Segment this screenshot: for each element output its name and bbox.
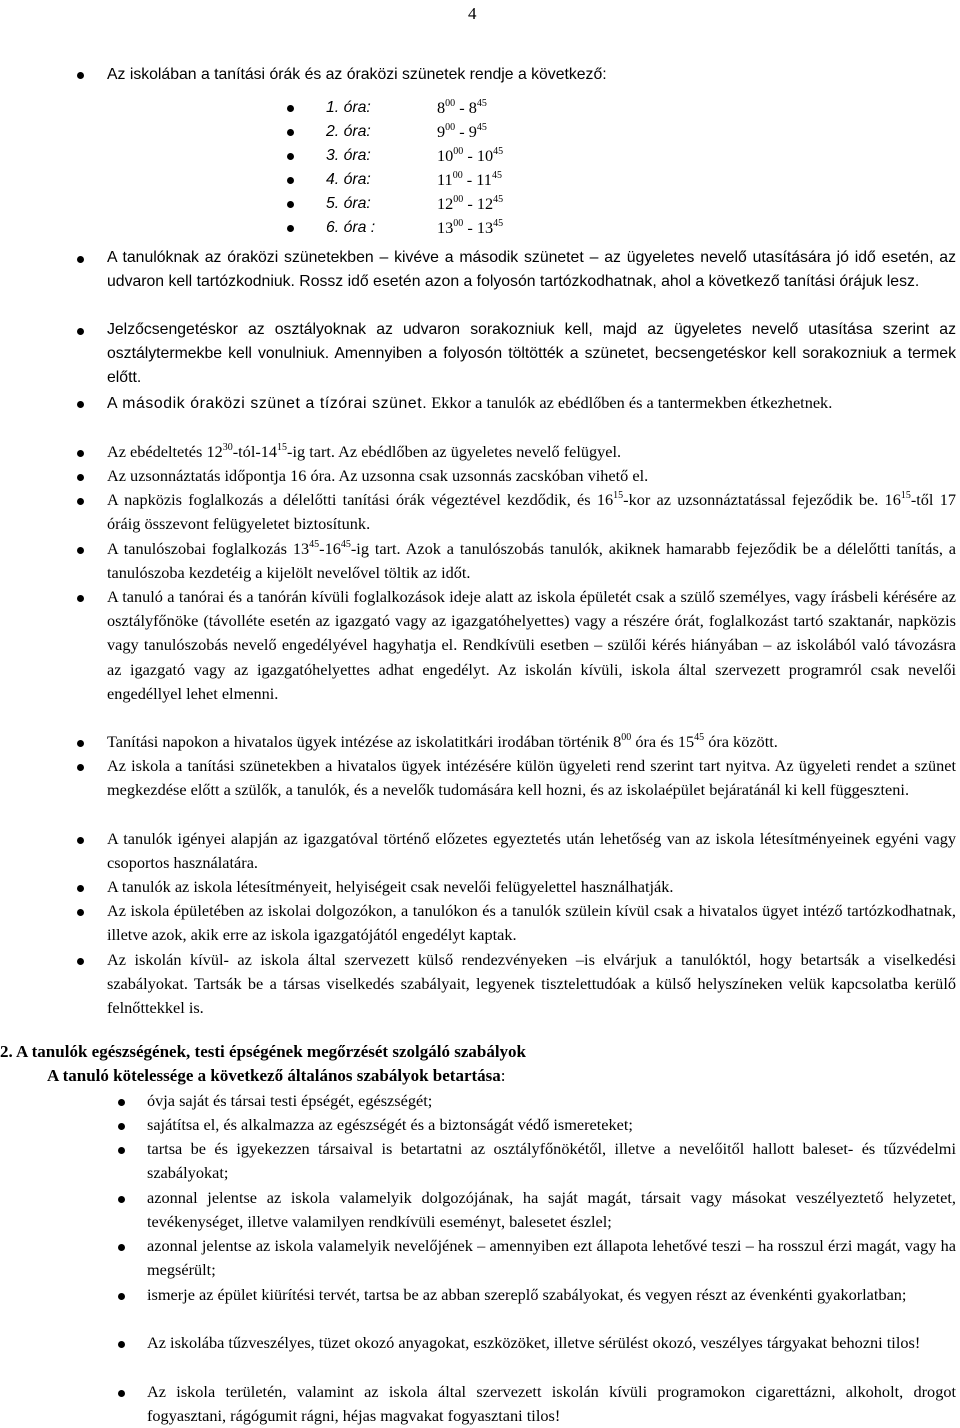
- rule-item: azonnal jelentse az iskola valamelyik nevelőjének – amennyiben ezt állapota lehetővé teszi – ha rosszul érzi magát, vagy ha megsérült;: [147, 1236, 956, 1280]
- schedule-label: 1. óra:: [326, 99, 371, 116]
- bullet: [287, 129, 294, 136]
- bullet: [77, 909, 84, 916]
- rule-item: óvja saját és társai testi épségét, egészségét;: [147, 1091, 433, 1110]
- rule-item: ismerje az épület kiürítési tervét, tartsa be az abban szereplő szabályokat, és vegyen részt az évenkénti gyakorlatban;: [147, 1285, 907, 1304]
- bullet: [77, 885, 84, 892]
- paragraph-breaks: A tanulóknak az óraközi szünetekben – kivéve a második szünetet – az ügyeletes nevelő utasítására jó idő esetén, az udvaron kell tartózkodniuk. Rossz idő esetén azon a folyosón tartózkodhatnak, ahol a következő tanítási órájuk lesz.: [107, 249, 956, 291]
- schedule-time: $11^{00} - 11^{45}$: [437, 170, 502, 189]
- bullet: [287, 153, 294, 160]
- paragraph-bell: Jelzőcsengetéskor az osztályoknak az udvaron sorakozniuk kell, majd az ügyeletes nevelő utasítása szerint az osztálytermekbe kell vonulniuk. Amennyiben a folyosón töltötték a szünetet, becsengetéskor kell sorakozniuk a termek előtt.: [107, 321, 956, 387]
- schedule-time: $9^{00} - 9^{45}$: [437, 122, 487, 141]
- paragraph-snack: Az uzsonnáztatás időpontja 16 óra. Az uzsonna csak uzsonnás zacskóban vihető el.: [107, 466, 649, 485]
- schedule-time: $10^{00} - 10^{45}$: [437, 146, 504, 165]
- schedule-time: $13^{00} - 13^{45}$: [437, 218, 504, 237]
- schedule-label: 6. óra :: [326, 219, 376, 236]
- bullet: [77, 595, 84, 602]
- schedule-label: 3. óra:: [326, 147, 371, 164]
- bullet: [118, 1244, 125, 1251]
- schedule-time: $8^{00} - 8^{45}$: [437, 98, 487, 117]
- bullet: [118, 1099, 125, 1106]
- bullet: [118, 1196, 125, 1203]
- paragraph-office: Tanítási napokon a hivatalos ügyek intézése az iskolatitkári irodában történik $8^{00}$ óra és $15^{45}$ óra között.: [107, 732, 778, 751]
- paragraph-leave: A tanuló a tanórai és a tanórán kívüli foglalkozások ideje alatt az iskola épületét csak a szülő személyes, vagy írásbeli kérésére az osztályfőnöke (távolléte esetén az igazgató vagy az igazgatóhelyettes) vagy a részére órát, foglalkozást tartó szaktanár, napközis vagy tanulószobás nevelő engedélyével hagyhatja el. Rendkívüli esetben – szülői kérés hiányában – az iskolából való távozásra az igazgató vagy az igazgatóhelyettes adhat engedélyt. Az iskolán kívüli, iskola által szervezett programról csak nevelői engedéllyel lehet elmenni.: [107, 587, 956, 703]
- second-break-a: A második óraközi szünet a tízórai szünet.: [107, 395, 428, 412]
- bullet: [77, 401, 84, 408]
- bullet: [118, 1293, 125, 1300]
- schedule-label: 2. óra:: [326, 123, 371, 140]
- paragraph-lunch: Az ebédeltetés $12^{30}-tól-14^{15}-ig$ tart. Az ebédlőben az ügyeletes nevelő felügyel.: [107, 442, 622, 461]
- bullet: [118, 1147, 125, 1154]
- bullet: [77, 72, 84, 79]
- second-break-b: Ekkor a tanulók az ebédlőben és a tantermekben étkezhetnek.: [431, 393, 833, 412]
- bullet: [118, 1390, 125, 1397]
- rule-item: Az iskola területén, valamint az iskola által szervezett iskolán kívüli programokon cigarettázni, alkoholt, drogot fogyasztani, rágógumit rágni, héjas magvakat fogyasztani tilos!: [147, 1382, 956, 1426]
- section-2-subtitle: A tanuló kötelessége a következő általános szabályok betartása:: [47, 1066, 506, 1085]
- rule-item: sajátítsa el, és alkalmazza az egészségét és a biztonságát védő ismereteket;: [147, 1115, 633, 1134]
- section-2-title: 2. A tanulók egészségének, testi épségének megőrzését szolgáló szabályok: [0, 1042, 526, 1061]
- bullet: [287, 201, 294, 208]
- bullet: [77, 740, 84, 747]
- page-number: 4: [468, 4, 477, 23]
- intro-text: Az iskolában a tanítási órák és az óraközi szünetek rendje a következő:: [107, 66, 607, 83]
- schedule-time: $12^{00} - 12^{45}$: [437, 194, 504, 213]
- paragraph-afternoon: A napközis foglalkozás a délelőtti tanítási órák végeztével kezdődik, és $16^{15}$-kor az uzsonnáztatással fejeződik be. $16^{15}$-től 17 óráig összevont felügyeletet biztosítunk.: [107, 490, 956, 534]
- bullet: [287, 177, 294, 184]
- paragraph-second-break: [107, 391, 956, 416]
- bullet: [77, 958, 84, 965]
- paragraph-visitors: Az iskola épületében az iskolai dolgozókon, a tanulókon és a tanulók szülein kívül csak a hivatalos ügyet intéző tartózkodhatnak, illetve azok, akik erre az iskola igazgatójától engedélyt kaptak.: [107, 901, 956, 945]
- bullet: [77, 328, 84, 335]
- schedule-label: 5. óra:: [326, 195, 371, 212]
- rule-item: Az iskolába tűzveszélyes, tüzet okozó anyagokat, eszközöket, illetve sérülést okozó, veszélyes tárgyakat behozni tilos!: [147, 1333, 921, 1352]
- rule-item: azonnal jelentse az iskola valamelyik dolgozójának, ha saját magát, társait vagy másokat veszélyeztető helyzetet, tevékenységet, illetve valamilyen rendkívüli eseményt, balesetet észlel;: [147, 1188, 956, 1232]
- bullet: [77, 764, 84, 771]
- bullet: [77, 837, 84, 844]
- bullet: [118, 1341, 125, 1348]
- paragraph-study: A tanulószobai foglalkozás $13^{45}-16^{45}-ig$ tart. Azok a tanulószobás tanulók, akiknek hamarabb fejeződik be a délelőtti tanítás, a tanulószoba kezdetéig a kijelölt nevelővel töltik az időt.: [107, 539, 957, 583]
- bullet: [77, 450, 84, 457]
- paragraph-holiday: Az iskola a tanítási szünetekben a hivatalos ügyek intézésére külön ügyeleti rend szerint tart nyitva. Az ügyeleti rendet a szünet megkezdése előtt a szülők, a tanulók, és a nevelők tudomására kell hozni, és az iskolaépület bejáratánál ki kell függeszteni.: [107, 756, 956, 800]
- paragraph-events: Az iskolán kívül- az iskola által szervezett külső rendezvényeken –is elvárjuk a tanulóktól, hogy betartsák a viselkedési szabályokat. Tartsák be a társas viselkedés szabályait, legyenek tisztelettudóak a külső helyszíneken velük kapcsolatba kerülő felnőttekkel is.: [107, 950, 956, 1018]
- rule-item: tartsa be és igyekezzen társaival is betartatni az osztályfőnökétől, illetve a nevelőitől hallott baleset- és tűzvédelmi szabályokat;: [147, 1139, 956, 1183]
- bullet: [77, 498, 84, 505]
- bullet: [118, 1123, 125, 1130]
- bullet: [77, 547, 84, 554]
- bullet: [287, 105, 294, 112]
- paragraph-facilities-1: A tanulók igényei alapján az igazgatóval történő előzetes egyeztetés után lehetőség van az iskola létesítményeinek egyéni vagy csoportos használatára.: [107, 829, 956, 873]
- bullet: [77, 474, 84, 481]
- paragraph-facilities-2: A tanulók az iskola létesítményeit, helyiségeit csak nevelői felügyelettel használhatják.: [107, 877, 674, 896]
- schedule-label: 4. óra:: [326, 171, 371, 188]
- bullet: [287, 225, 294, 232]
- bullet: [77, 256, 84, 263]
